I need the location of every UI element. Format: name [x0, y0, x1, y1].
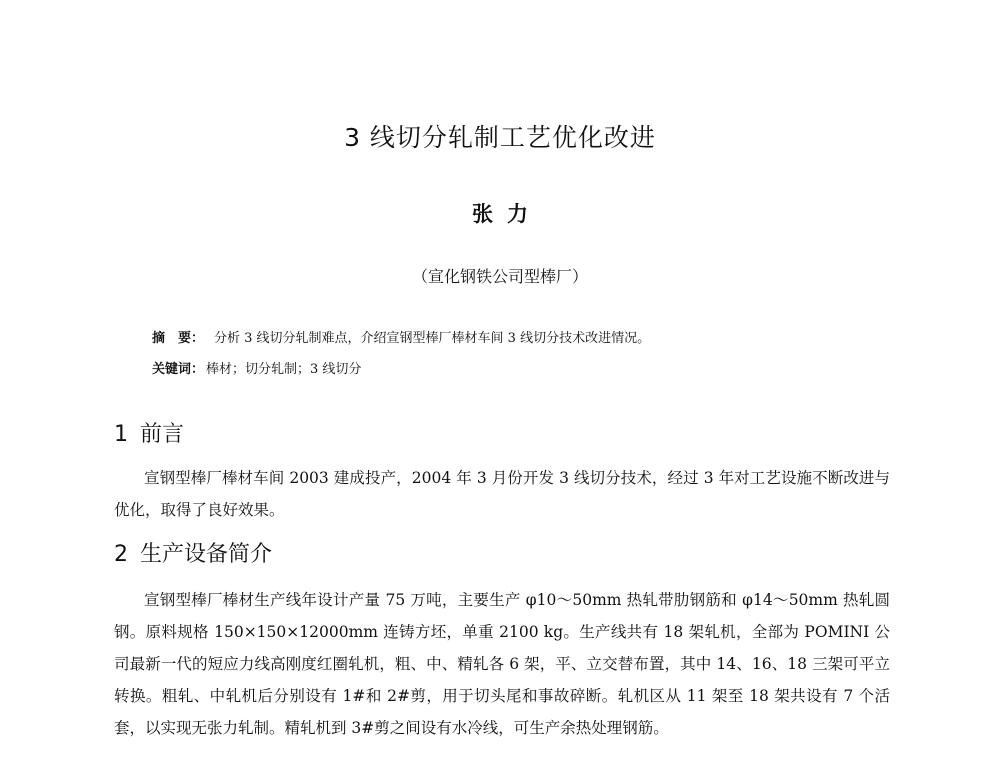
section-number: 2 [114, 542, 128, 567]
section-title: 生产设备简介 [140, 542, 273, 567]
section-paragraph-equipment: 宣钢型棒厂棒材生产线年设计产量 75 万吨，主要生产 φ10～50mm 热轧带肋钢筋和 φ14～50mm 热轧圆钢。原料规格 150×150×12000mm 连铸方坯，单重 2100 kg。生产线共有 18 架轧机，全部为 POMINI 公司最新一代的短应力线高刚度红圈轧机，粗、中、精轧各 6 架，平、立交替布置，其中 14、16、18 三架可平立转换。粗轧、中轧机后分别设有 1#和 2#剪，用于切头尾和事故碎断。轧机区从 11 架至 18 架共设有 7 个活套，以实现无张力轧制。精轧机到 3#剪之间设有水冷线，可生产余热处理钢筋。 [114, 591, 890, 737]
keywords-label: 关键词： [152, 362, 205, 377]
section-paragraph-introduction: 宣钢型棒厂棒材车间 2003 建成投产，2004 年 3 月份开发 3 线切分技术，经过 3 年对工艺设施不断改进与优化，取得了良好效果。 [114, 469, 890, 519]
keywords [152, 358, 912, 377]
section-number: 1 [114, 422, 128, 447]
section-heading-equipment [114, 537, 272, 568]
abstract-text: 分析 3 线切分轧制难点，介绍宣钢型棒厂棒材车间 3 线切分技术改进情况。 [214, 331, 651, 346]
abstract [152, 327, 912, 346]
abstract-label: 摘 要： [152, 331, 205, 346]
paper-affiliation: （宣化钢铁公司型棒厂） [411, 267, 588, 286]
section-title: 前言 [140, 422, 185, 447]
section-heading-introduction [114, 417, 184, 448]
keywords-text: 棒材；切分轧制；3 线切分 [206, 362, 362, 377]
paper-title: 3 线切分轧制工艺优化改进 [344, 123, 656, 152]
paper-author: 张力 [472, 201, 542, 226]
